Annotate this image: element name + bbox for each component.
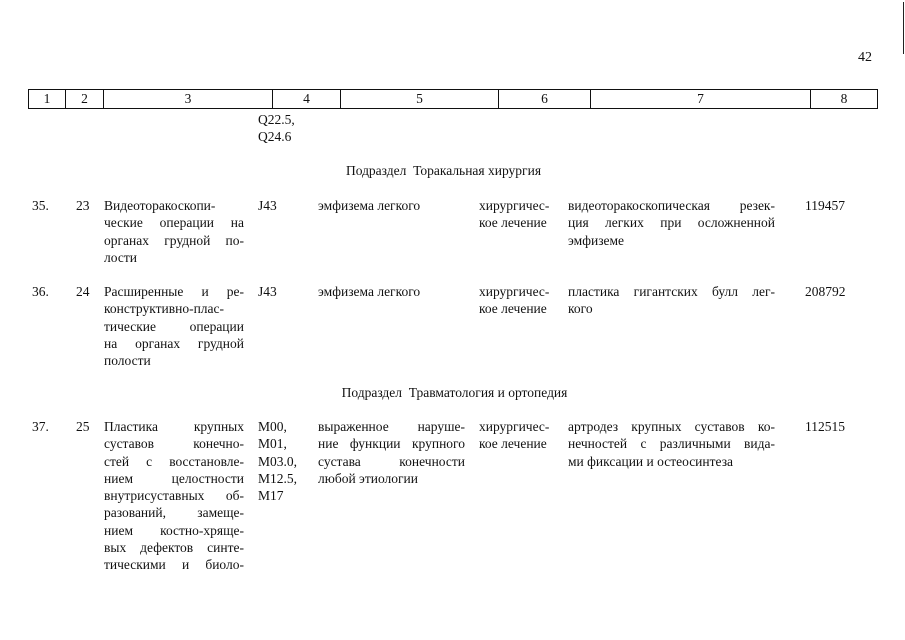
subsection-prefix: Подраздел bbox=[341, 385, 403, 400]
text-line: разований, замеще- bbox=[104, 505, 244, 521]
price: 112515 bbox=[805, 419, 845, 434]
column-header-table bbox=[28, 89, 878, 109]
treatment-type bbox=[479, 197, 549, 232]
column-header: 4 bbox=[273, 90, 341, 109]
group-number: 23 bbox=[76, 198, 90, 213]
column-header: 7 bbox=[591, 90, 811, 109]
diagnosis bbox=[318, 197, 420, 214]
code-line: M17 bbox=[258, 488, 284, 504]
text-line: кое лечение bbox=[479, 436, 547, 452]
subsection-heading bbox=[0, 163, 896, 179]
icd-codes bbox=[258, 197, 277, 214]
icd-codes bbox=[258, 283, 277, 300]
row-number: 35. bbox=[32, 198, 49, 213]
subsection-title: Травматология и ортопедия bbox=[408, 385, 568, 400]
text-line: внутрисуставных об- bbox=[104, 488, 244, 504]
column-header-row bbox=[29, 90, 878, 109]
row-number: 36. bbox=[32, 284, 49, 299]
text-line: Видеоторакоскопи- bbox=[104, 198, 216, 213]
text-line: конструктивно-плас- bbox=[104, 301, 225, 317]
treatment-method bbox=[568, 283, 775, 318]
treatment-method bbox=[568, 197, 775, 249]
text-line: выраженное наруше- bbox=[318, 419, 465, 434]
text-line: артродез крупных суставов ко- bbox=[568, 419, 775, 434]
text-line: Расширенные и ре- bbox=[104, 284, 244, 299]
text-line: стей с восстановле- bbox=[104, 453, 244, 469]
text-line: полости bbox=[104, 353, 151, 369]
text-line: суставов конечно- bbox=[104, 436, 244, 452]
procedure-name bbox=[104, 197, 244, 266]
margin-rule bbox=[903, 2, 904, 54]
diagnosis bbox=[318, 418, 465, 487]
treatment-method bbox=[568, 418, 775, 470]
procedure-name bbox=[104, 283, 244, 369]
text-line: тические операции bbox=[104, 318, 244, 334]
text-line: хирургичес- bbox=[479, 198, 550, 213]
text-line: ция легких при осложненной bbox=[568, 215, 775, 231]
text-line: видеоторакоскопическая резек- bbox=[568, 198, 775, 213]
column-header: 3 bbox=[104, 90, 273, 109]
diagnosis bbox=[318, 283, 420, 300]
text-line: на органах грудной bbox=[104, 335, 244, 351]
treatment-type bbox=[479, 283, 549, 318]
subsection-prefix: Подраздел bbox=[345, 163, 407, 178]
column-header: 2 bbox=[66, 90, 104, 109]
text-line: любой этиологии bbox=[318, 470, 419, 486]
text-line: сустава конечности bbox=[318, 453, 465, 469]
page-number: 42 bbox=[858, 50, 872, 65]
text-line: хирургичес- bbox=[479, 284, 550, 299]
text-line: нием целостности bbox=[104, 470, 244, 486]
text-line: хирургичес- bbox=[479, 419, 550, 434]
price: 208792 bbox=[805, 284, 846, 299]
row-number: 37. bbox=[32, 419, 49, 434]
text-line: ми фиксации и остеосинтеза bbox=[568, 453, 734, 469]
code-line: Q22.5, bbox=[258, 112, 295, 127]
text-line: кое лечение bbox=[479, 301, 547, 317]
text-line: кого bbox=[568, 301, 593, 317]
text-line: нием костно-хряще- bbox=[104, 522, 244, 538]
text-line: нечностей с различными вида- bbox=[568, 436, 775, 452]
code-line: M00, bbox=[258, 419, 287, 434]
column-header: 6 bbox=[499, 90, 591, 109]
code-line: M01, bbox=[258, 436, 287, 452]
subsection-heading bbox=[2, 385, 905, 401]
text-line: кое лечение bbox=[479, 215, 547, 231]
text-line: эмфиземе bbox=[568, 232, 625, 248]
text-line: эмфизема легкого bbox=[318, 284, 421, 299]
column-header: 1 bbox=[29, 90, 66, 109]
text-line: ческие операции на bbox=[104, 215, 244, 231]
group-number: 25 bbox=[76, 419, 90, 434]
subsection-title: Торакальная хирургия bbox=[413, 163, 542, 178]
price: 119457 bbox=[805, 198, 845, 213]
code-line: Q24.6 bbox=[258, 129, 292, 145]
code-line: J43 bbox=[258, 198, 277, 213]
text-line: вых дефектов синте- bbox=[104, 540, 244, 556]
group-number: 24 bbox=[76, 284, 90, 299]
column-header: 8 bbox=[811, 90, 878, 109]
text-line: тическими и биоло- bbox=[104, 557, 244, 573]
code-line: M12.5, bbox=[258, 470, 298, 486]
text-line: лости bbox=[104, 249, 137, 265]
text-line: пластика гигантских булл лег- bbox=[568, 284, 775, 299]
text-line: эмфизема легкого bbox=[318, 198, 421, 213]
text-line: Пластика крупных bbox=[104, 419, 244, 434]
code-line: M03.0, bbox=[258, 453, 298, 469]
code-line: J43 bbox=[258, 284, 277, 299]
text-line: ние функции крупного bbox=[318, 436, 465, 452]
column-header: 5 bbox=[341, 90, 499, 109]
text-line: органах грудной по- bbox=[104, 232, 244, 248]
icd-codes bbox=[258, 418, 297, 504]
procedure-name bbox=[104, 418, 244, 574]
continuation-codes bbox=[258, 111, 295, 146]
treatment-type bbox=[479, 418, 549, 453]
